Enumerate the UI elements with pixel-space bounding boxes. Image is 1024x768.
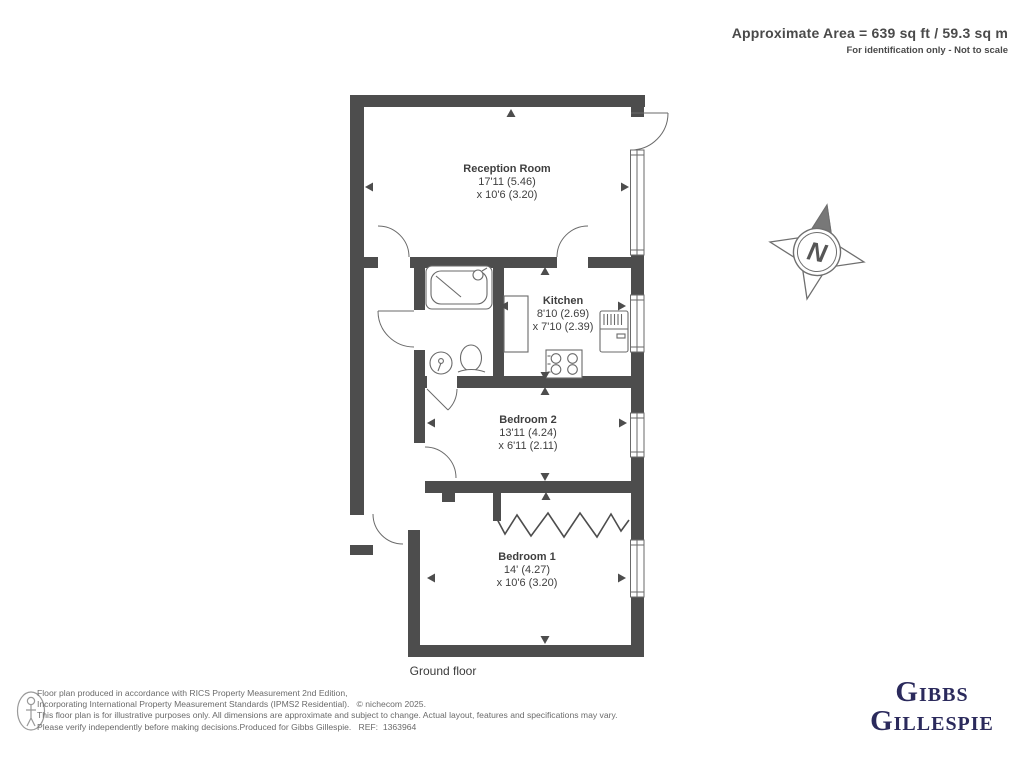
identification-note: For identification only - Not to scale	[846, 45, 1008, 56]
disclaimer-text	[37, 688, 618, 733]
room-name: Bedroom 1	[498, 551, 556, 563]
front-door-arc	[373, 514, 403, 544]
hob-icon	[546, 350, 582, 378]
disclaimer-line: Floor plan produced in accordance with RICS Property Measurement 2nd Edition,	[37, 688, 348, 698]
room-dim2: x 6'11 (2.11)	[498, 440, 558, 452]
room-dim1: 13'11 (4.24)	[499, 427, 557, 439]
gibbs-gillespie-logo	[850, 678, 1014, 736]
room-label-bedroom1	[437, 551, 617, 590]
room-name: Reception Room	[463, 163, 551, 175]
disclaimer-line: Incorporating International Property Measurement Standards (IPMS2 Residential). © nichecom 2025.	[37, 699, 426, 710]
room-dim2: x 10'6 (3.20)	[496, 577, 558, 589]
room-dim1: 14' (4.27)	[503, 564, 551, 576]
room-name: Bedroom 2	[499, 414, 557, 426]
room-dim2: x 7'10 (2.39)	[532, 321, 594, 333]
bathroom-door-arc	[378, 311, 414, 347]
bedroom2-door-arc	[427, 389, 457, 410]
compass-north-label: N	[804, 235, 830, 269]
room-dim1: 8'10 (2.69)	[536, 308, 590, 320]
reception-door-right-arc	[557, 226, 588, 257]
bathroom-fixtures	[426, 266, 492, 374]
window-reception	[631, 150, 645, 255]
bath-icon	[426, 266, 492, 309]
compass-icon	[760, 195, 874, 309]
disclaimer-line: This floor plan is for illustrative purposes only. All dimensions are approximate and subject to change. Actual layout, features and specifications may vary.	[37, 710, 618, 721]
approximate-area-text: Approximate Area = 639 sq ft / 59.3 sq m	[731, 25, 1008, 41]
room-dim2: x 10'6 (3.20)	[476, 189, 538, 201]
room-name: Kitchen	[542, 295, 584, 307]
wardrobe-zigzag	[497, 513, 629, 537]
room-label-reception	[417, 163, 597, 202]
window-bedroom2	[631, 413, 645, 457]
window-bedroom1	[631, 540, 645, 597]
room-label-kitchen	[493, 295, 633, 334]
reception-door-left-arc	[378, 226, 409, 257]
floor-label: Ground floor	[409, 664, 477, 678]
toilet-icon	[458, 345, 485, 372]
entrance-door-arc	[631, 113, 668, 150]
disclaimer-line: Please verify independently before making decisions.Produced for Gibbs Gillespie. REF: 1363964	[37, 721, 417, 732]
logo-line1: Gibbs	[895, 676, 969, 708]
room-label-bedroom2	[438, 414, 618, 453]
sink-icon	[430, 352, 452, 374]
logo-line2: Gillespie	[870, 705, 994, 737]
room-dim1: 17'11 (5.46)	[478, 176, 536, 188]
